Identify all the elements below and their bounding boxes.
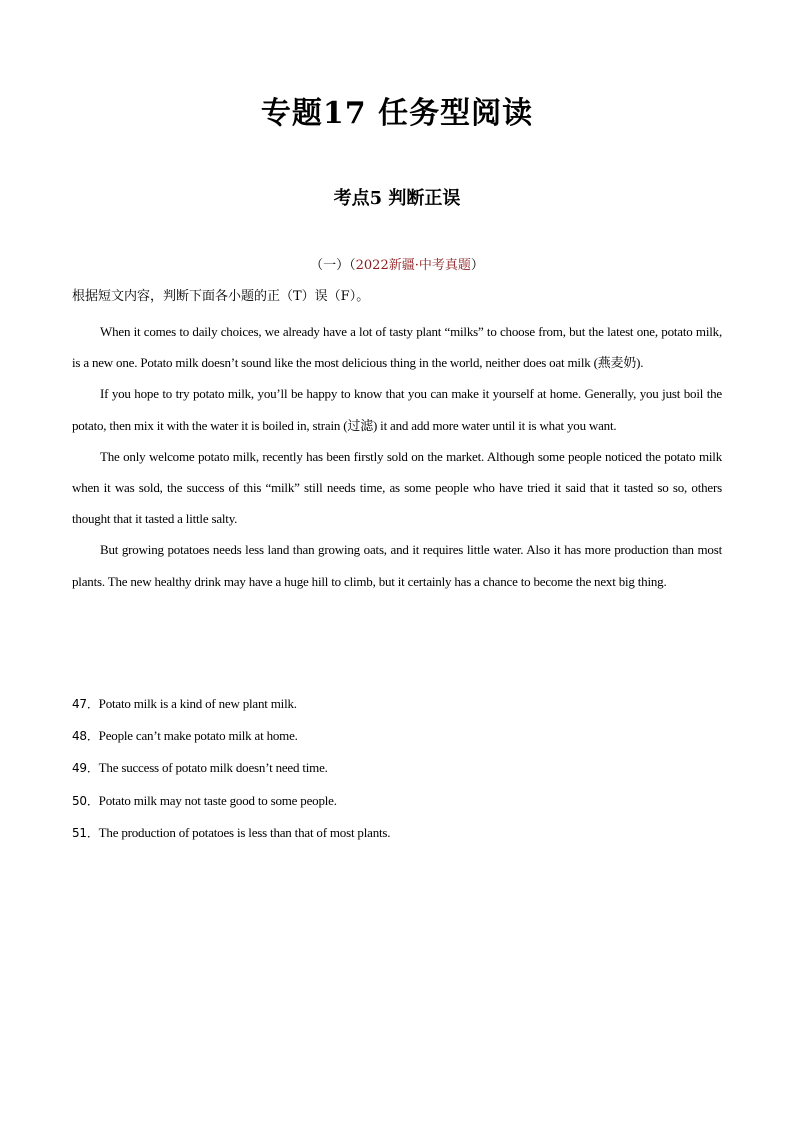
question-list [72, 688, 722, 849]
passage-paragraph: When it comes to daily choices, we already have a lot of tasty plant “milks” to choose from, but the latest one, potato milk, is a new one. Potato milk doesn’t sound like the most delicious thing in the world, neither does oat milk (燕麦奶). [72, 324, 722, 371]
page-title: 专题17 任务型阅读 [260, 96, 534, 131]
question-number: 51． [72, 825, 99, 840]
question-number: 49． [72, 761, 99, 776]
question-number: 50． [72, 793, 99, 808]
question-number: 48． [72, 729, 99, 744]
passage-paragraph: If you hope to try potato milk, you’ll be happy to know that you can make it yourself at home. Generally, you just boil the potato, then mix it with the water it is boiled in, strain (过滤) it and add more water until it is what you want. [72, 386, 722, 433]
source-line [0, 256, 794, 276]
reading-passage [72, 316, 722, 597]
instruction-text: 根据短文内容，判断下面各小题的正（T）误（F）。 [72, 289, 370, 304]
source-prefix: （一）（ [310, 258, 356, 273]
question-item [72, 817, 722, 849]
section-subtitle: 考点5 判断正误 [333, 188, 461, 209]
question-number: 47． [72, 697, 99, 711]
passage-paragraph: But growing potatoes needs less land than growing oats, and it requires little water. Also it has more production than most plants. The new healthy drink may have a huge hill to climb, but it certainly has a chance to become the next big thing. [72, 542, 722, 589]
source-reference: 2022新疆·中考真题 [355, 258, 471, 273]
question-text: The success of potato milk doesn’t need time. [98, 760, 328, 776]
question-item [72, 720, 722, 752]
passage-paragraph: The only welcome potato milk, recently has been firstly sold on the market. Although some people noticed the potato milk when it was sold, the success of this “milk” still needs time, as some people who have tried it said that it tasted so so, others thought that it tasted a little salty. [72, 448, 722, 527]
question-item [72, 688, 722, 720]
question-text: People can’t make potato milk at home. [98, 728, 298, 744]
question-item [72, 752, 722, 784]
question-item [72, 785, 722, 817]
question-text: Potato milk is a kind of new plant milk. [98, 696, 297, 711]
source-suffix: ） [470, 258, 484, 273]
question-text: Potato milk may not taste good to some people. [98, 792, 337, 808]
question-text: The production of potatoes is less than that of most plants. [98, 824, 391, 840]
